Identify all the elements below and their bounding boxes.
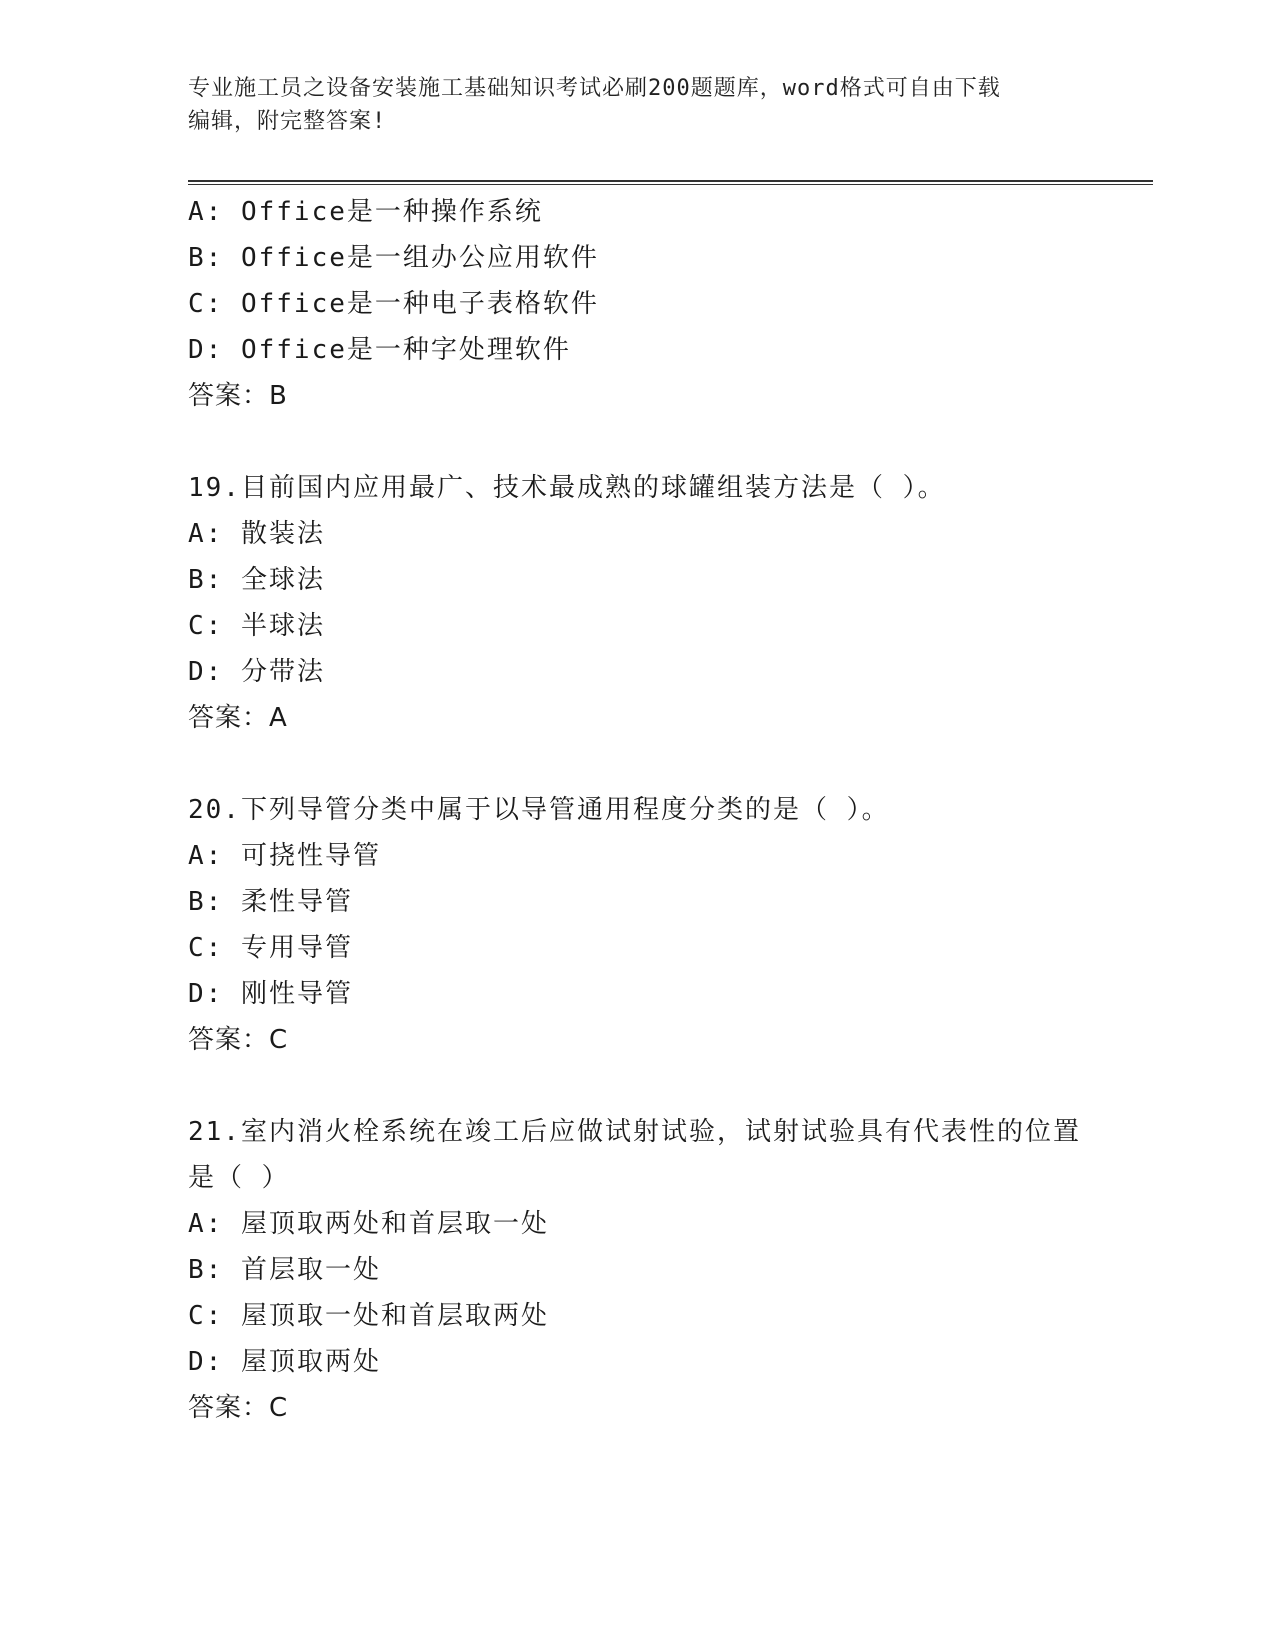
question-block-partial [188, 189, 1138, 419]
header-line-2: 编辑，附完整答案! [188, 109, 387, 134]
header-line-1: 专业施工员之设备安装施工基础知识考试必刷200题题库，word格式可自由下载 [188, 76, 1001, 101]
question-text: 20.下列导管分类中属于以导管通用程度分类的是（ ）。 [188, 795, 890, 825]
option-d: D: 分带法 [188, 657, 325, 687]
option-c: C: Office是一种电子表格软件 [188, 289, 599, 319]
answer-line: 答案：A [188, 703, 288, 733]
option-c: C: 专用导管 [188, 933, 353, 963]
option-d: D: Office是一种字处理软件 [188, 335, 571, 365]
question-block-21 [188, 1109, 1138, 1431]
option-a: A: 散装法 [188, 519, 325, 549]
answer-line: 答案：B [188, 381, 288, 411]
header-divider-thin [188, 184, 1153, 185]
option-a: A: 屋顶取两处和首层取一处 [188, 1209, 549, 1239]
option-d: D: 屋顶取两处 [188, 1347, 381, 1377]
answer-line: 答案：C [188, 1025, 289, 1055]
document-header [188, 72, 1088, 138]
option-b: B: 柔性导管 [188, 887, 353, 917]
option-c: C: 屋顶取一处和首层取两处 [188, 1301, 549, 1331]
question-content [188, 189, 1138, 1431]
option-d: D: 刚性导管 [188, 979, 353, 1009]
spacer [188, 1063, 1138, 1109]
option-b: B: Office是一组办公应用软件 [188, 243, 599, 273]
header-divider-thick [188, 180, 1153, 182]
option-a: A: Office是一种操作系统 [188, 197, 543, 227]
option-a: A: 可挠性导管 [188, 841, 381, 871]
spacer [188, 741, 1138, 787]
answer-line: 答案：C [188, 1393, 289, 1423]
question-block-20 [188, 787, 1138, 1063]
question-text: 19.目前国内应用最广、技术最成熟的球罐组装方法是（ ）。 [188, 473, 946, 503]
option-c: C: 半球法 [188, 611, 325, 641]
question-text: 21.室内消火栓系统在竣工后应做试射试验，试射试验具有代表性的位置是（ ） [188, 1117, 1081, 1193]
option-b: B: 全球法 [188, 565, 325, 595]
question-block-19 [188, 465, 1138, 741]
option-b: B: 首层取一处 [188, 1255, 381, 1285]
spacer [188, 419, 1138, 465]
